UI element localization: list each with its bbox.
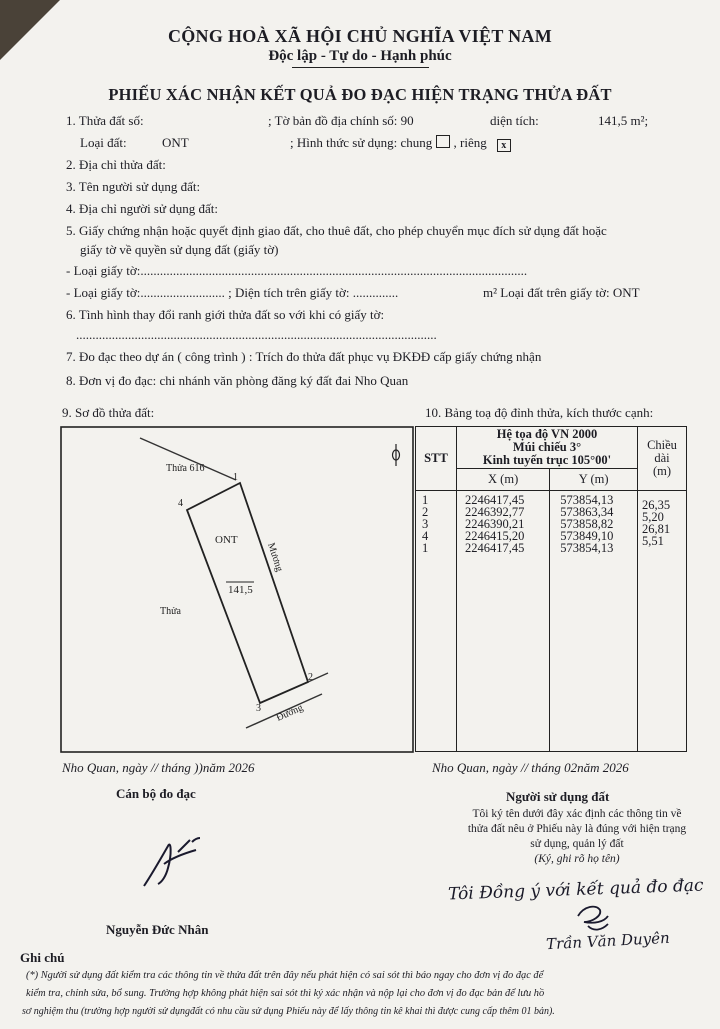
field-survey-unit: 8. Đơn vị đo đạc: chi nhánh văn phòng đăng ký đất đai Nho Quan: [66, 373, 409, 388]
y-column: [550, 491, 638, 752]
length-column: [638, 491, 687, 752]
label-ont: ONT: [215, 534, 238, 546]
field-boundary-dots: ...............................................................................................................: [76, 327, 437, 342]
vertex-4: 4: [178, 498, 183, 509]
usage-common-checkbox[interactable]: [436, 135, 450, 148]
user-signature: [574, 902, 614, 934]
edge-length: 26,81: [642, 522, 671, 536]
length-header-line2: dài: [654, 451, 670, 465]
coord-system-line3: Kinh tuyến trục 105°00': [482, 453, 612, 467]
note-title: Ghi chú: [20, 950, 65, 965]
field-project: 7. Đo đạc theo dự án ( công trình ) : Trích đo thửa đất phục vụ ĐKĐĐ cấp giấy chứng nhận: [66, 349, 542, 364]
note-line1: (*) Người sử dụng đất kiểm tra các thông tin về thửa đất trên đây nếu phát hiện có sai sót thì báo ngay cho đơn vị đo đạc để: [26, 970, 544, 981]
vertex-2: 2: [308, 672, 313, 683]
user-title: Người sử dụng đất: [506, 789, 610, 804]
table-row-x: 2246417,45: [465, 541, 525, 555]
usage-common-label: ; Hình thức sử dụng: chung: [290, 135, 433, 150]
label-area: 141,5: [228, 584, 253, 596]
handwritten-agreement: Tôi Đồng ý với kết quả đo đạc: [447, 875, 704, 905]
edge-length: 26,35: [642, 498, 671, 512]
user-text-line1: Tôi ký tên dưới đây xác định các thông tin về: [472, 808, 682, 820]
user-confirmation-text: [448, 807, 706, 867]
table-row-x: 2246417,45: [465, 493, 525, 507]
field-user-address: 4. Địa chỉ người sử dụng đất:: [66, 201, 219, 216]
field-area-label: diện tích:: [490, 113, 539, 128]
x-column: [457, 491, 550, 752]
field-certificate-line1: 5. Giấy chứng nhận hoặc quyết định giao đất, cho thuê đất, cho phép chuyển mục đích sử dụng đất hoặc: [66, 223, 607, 238]
label-thua: Thửa: [160, 606, 181, 617]
table-body-row: [416, 491, 687, 752]
coord-system-line2: Múi chiếu 3°: [512, 440, 582, 454]
col-length-header: [638, 427, 687, 491]
usage-private-checkbox[interactable]: x: [497, 139, 511, 152]
table-row-y: 573863,34: [560, 505, 614, 519]
col-y-header: Y (m): [550, 469, 638, 491]
label-muong: Mương: [265, 541, 285, 574]
field-land-type-label: Loại đất:: [80, 135, 127, 150]
field-user-name: 3. Tên người sử dụng đất:: [66, 179, 201, 194]
note-line3: sơ nghiệm thu (trường hợp người sử dụngđất có nhu cầu sử dụng Phiếu này để lấy thông tin kê khai thì được cung cấp thêm 01 bản).: [22, 1006, 555, 1017]
table-heading: 10. Bảng toạ độ đỉnh thửa, kích thước cạnh:: [425, 405, 654, 420]
date-right: Nho Quan, ngày // tháng 02năm 2026: [432, 760, 629, 775]
field-document-type-1: - Loại giấy tờ:.......................................................................................................................: [66, 263, 528, 278]
table-row-y: 573854,13: [560, 541, 614, 555]
edge-length: 5,51: [642, 534, 664, 548]
field-area-value: 141,5 m²;: [598, 113, 649, 128]
field-map-sheet: ; Tờ bản đồ địa chính số: 90: [268, 113, 414, 128]
user-text-line4: (Ký, ghi rõ họ tên): [534, 853, 620, 865]
user-name-handwritten: Trần Văn Duyên: [545, 928, 671, 954]
edge-length: 5,20: [642, 510, 664, 524]
table-row-y: 573849,10: [560, 529, 614, 543]
field-parcel-address: 2. Địa chỉ thửa đất:: [66, 157, 166, 172]
field-parcel-number: 1. Thửa đất số:: [66, 113, 144, 128]
coord-system-header: [457, 427, 638, 469]
parcel-sketch: [60, 426, 414, 753]
date-left: Nho Quan, ngày // tháng ))năm 2026: [62, 760, 255, 775]
field-land-type-value: ONT: [162, 135, 189, 150]
user-text-line3: sử dụng, quản lý đất: [530, 838, 624, 850]
stt-column: [416, 491, 457, 752]
table-row-x: 2246415,20: [465, 529, 525, 543]
col-x-header: X (m): [457, 469, 550, 491]
table-row-stt: 4: [422, 529, 429, 543]
note-line2: kiểm tra, chỉnh sửa, bổ sung. Trường hợp không phát hiện sai sót thì ký xác nhận và nộp lại cho đơn vị đo đạc bản để lưu hồ: [26, 988, 545, 999]
field-document-type-2: - Loại giấy tờ:.......................... ; Diện tích trên giấy tờ: ..............: [66, 285, 399, 300]
length-header-line1: Chiều: [647, 438, 677, 452]
coordinate-table: [415, 426, 687, 752]
coord-system-line1: Hệ tọa độ VN 2000: [496, 427, 598, 441]
table-row-x: 2246392,77: [465, 505, 525, 519]
table-row-stt: 1: [422, 493, 429, 507]
label-duong: Đường: [274, 702, 305, 724]
field-boundary-change: 6. Tình hình thay đổi ranh giới thửa đất so với khi có giấy tờ:: [66, 307, 385, 322]
surveyor-name: Nguyễn Đức Nhân: [106, 922, 209, 937]
table-row-stt: 3: [422, 517, 429, 531]
form-title: PHIẾU XÁC NHẬN KẾT QUẢ ĐO ĐẠC HIỆN TRẠNG THỬA ĐẤT: [108, 85, 612, 104]
table-row-y: 573854,13: [560, 493, 614, 507]
motto: Độc lập - Tự do - Hạnh phúc: [268, 48, 452, 64]
table-row-y: 573858,82: [560, 517, 614, 531]
surveyor-signature: [138, 824, 208, 894]
user-text-line2: thửa đất nêu ở Phiếu này là đúng với hiện trạng: [467, 823, 687, 835]
vertex-1: 1: [233, 472, 238, 483]
table-row-x: 2246390,21: [465, 517, 525, 531]
length-header-line3: (m): [652, 464, 672, 478]
usage-private-label: , riêng: [453, 135, 487, 150]
field-usage-form: [290, 135, 511, 152]
field-document-land-type: m² Loại đất trên giấy tờ: ONT: [483, 285, 640, 300]
motto-underline: [292, 67, 429, 68]
col-stt-header: STT: [416, 427, 457, 491]
surveyor-title: Cán bộ đo đạc: [116, 786, 196, 801]
table-row-stt: 1: [422, 541, 429, 555]
table-row-stt: 2: [422, 505, 429, 519]
field-certificate-line2: giấy tờ về quyền sử dụng đất (giấy tờ): [80, 242, 279, 257]
sketch-heading: 9. Sơ đồ thửa đất:: [62, 405, 155, 420]
vertex-3: 3: [256, 703, 261, 714]
republic-heading: CỘNG HOÀ XÃ HỘI CHỦ NGHĨA VIỆT NAM: [167, 26, 553, 46]
label-thua-616: Thửa 616: [166, 463, 205, 474]
